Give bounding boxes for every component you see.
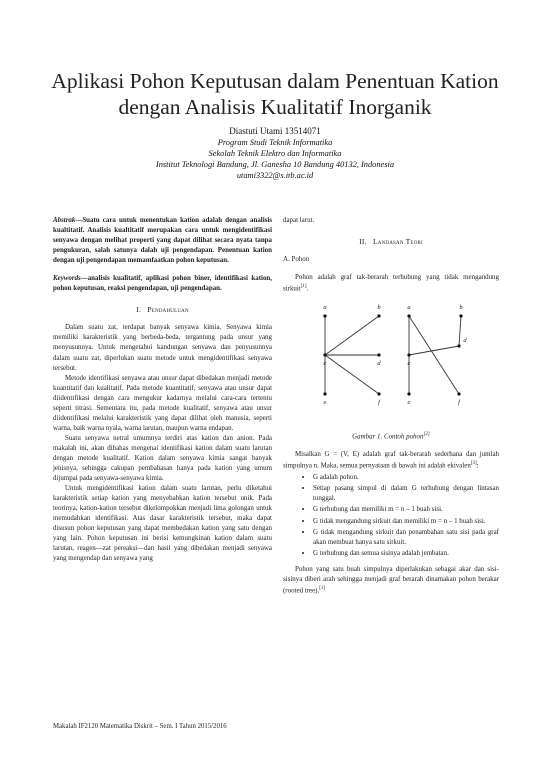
intro-paragraph-1: Dalam suatu zat, terdapat banyak senyawa kimia. Senyawa kimia memiliki karakteristik yang berbeda-beda, tergantung pada unsur yang menyusunnya. Untuk mengetahui kandungan senyawa dan penyusunnya dalam suatu zat, diperlukan suatu metode untuk mengidentifikasi senyawa tersebut. xyxy=(53,323,272,372)
left-column xyxy=(53,215,272,564)
equivalence-text: Misalkan G = (V, E) adalah graf tak-berarah sederhana dan jumlah simpulnya n. Maka, semua pernyataan di bawah ini adalah ekivalen xyxy=(283,449,499,470)
caption-text: Gambar 1. Contoh pohon xyxy=(352,431,424,440)
graph-node xyxy=(323,392,326,395)
node-label: e xyxy=(407,398,411,406)
subsection-heading: A. Pohon xyxy=(283,255,310,264)
author-block xyxy=(40,126,510,181)
list-item: • G tidak mengandung sirkuit dan penambahan satu sisi pada graf akan membuat hanya satu sirkuit. xyxy=(313,527,499,547)
citation: [3] xyxy=(470,460,477,466)
page-footer: Makalah IF2120 Matematika Diskrit – Sem. I Tahun 2015/2016 xyxy=(53,723,227,730)
graph-node xyxy=(407,314,410,317)
section-number: I. xyxy=(136,305,142,315)
title-line-1: Aplikasi Pohon Keputusan dalam Penentuan Kation xyxy=(51,69,499,93)
graph-node xyxy=(459,314,462,317)
citation: [2] xyxy=(423,431,430,437)
graph-node xyxy=(323,314,326,317)
period: . xyxy=(306,284,309,293)
abstract-text: —Suatu cara untuk menentukan kation adalah dengan analisis kualtitatif. Analisis kualtitatif merupakan cara untuk mengidentifikasi senyawa dengan melihat properti yang dapat dilihat secara nyata tanpa pengukuran, salah satunya dalah uji pengendapan. Penentuan kation dengan uji pengendapan memamfaatkan pohon keputusan. xyxy=(53,216,272,265)
node-label: a xyxy=(407,303,411,311)
intro-paragraph-2: Metode identifikasi senyawa atau unsur dapat dibedakan menjadi metode kuantitatif dan kualitatif. Pada metode kuantitatif, senyawa atau unsur dapat diidentifikasi dengan cara mengukur kadarnya melalui cara-cara tertentu seperti titrasi. Sementara itu, pada metode kualitatif, senyawa atau unsur diidentifikasi melalui karakteristik yang dapat dilihat oleh manusia, seperti warna, baik warna nyala, warna larutan, maupun warna endapan. xyxy=(53,373,272,432)
intro-paragraph-3: Suatu senyawa netral umumnya terdiri atas kation dan anion. Pada makalah ini, akan dibahas mengenai identifikasi kation dalam suatu larutan dengan metode kualitatif. Kation dalam senyawa kimia sangat banyak jenisnya, sehingga cakupan pembahasan hanya pada kation yang umum dijumpai pada senyawa-senyawa kimia. xyxy=(53,433,272,483)
keywords xyxy=(53,273,272,293)
affiliation-school: Sekolah Teknik Elektro dan Informatika xyxy=(208,149,342,158)
abstract-label: Abstrak xyxy=(53,216,76,224)
graph-node xyxy=(377,392,380,395)
node-label: d xyxy=(463,336,467,344)
graph-node xyxy=(407,353,410,356)
tree-definition-paragraph xyxy=(283,272,499,293)
title-line-2: dengan Analisis Kualitatif Inorganik xyxy=(118,95,432,119)
graph-edge xyxy=(409,316,459,394)
list-item: • G tidak mengandung sirkuit dan memiliki m = n – 1 buah sisi. xyxy=(313,516,499,526)
node-label: e xyxy=(323,398,327,406)
keywords-label: Keywords xyxy=(53,274,81,283)
graph-edge xyxy=(325,355,379,394)
section-title: Pendahuluan xyxy=(147,305,189,315)
graph-edge xyxy=(325,316,379,355)
section-number: II. xyxy=(359,237,367,247)
graph-node xyxy=(407,392,410,395)
section-heading-theory xyxy=(283,237,499,247)
author-name: Diastuti Utami 13514071 xyxy=(229,126,321,136)
citation: [1] xyxy=(319,585,326,591)
tree-definition-text: Pohon adalah graf tak-berarah terhubung yang tidak mengandung sirkuit xyxy=(283,273,499,293)
list-item: • Setiap pasang simpul di dalam G terhubung dengan lintasan tunggal. xyxy=(313,483,499,503)
graph-node xyxy=(377,314,380,317)
graph-edge xyxy=(459,316,461,346)
graph-edge xyxy=(409,346,459,355)
node-label: b xyxy=(377,303,381,311)
list-item: • G terhubung dan memiliki m = n – 1 buah sisi. xyxy=(313,504,499,514)
affiliation-institute: Institut Teknologi Bandung, Jl. Ganesha 10 Bandung 40132, Indonesia xyxy=(155,160,395,169)
affiliation-program: Program Studi Teknik Informatika xyxy=(217,138,333,147)
node-label: f xyxy=(378,398,380,406)
graph-node xyxy=(457,344,460,347)
list-item: • G terhubung dan semua sisinya adalah jembatan. xyxy=(313,548,499,558)
equivalence-paragraph xyxy=(283,449,499,470)
node-label: f xyxy=(458,398,460,406)
figure-tree-examples xyxy=(283,298,499,428)
tree-graph-figure xyxy=(283,298,499,428)
node-label: a xyxy=(323,303,327,311)
colon: : xyxy=(476,461,479,470)
section-title: Landasan Teori xyxy=(372,237,423,247)
rooted-tree-paragraph xyxy=(283,564,499,595)
abstract xyxy=(53,215,272,265)
list-item: • G adalah pohon. xyxy=(313,472,499,482)
graph-node xyxy=(377,353,380,356)
graph-node xyxy=(323,353,326,356)
citation: [1] xyxy=(300,284,307,290)
equivalence-list xyxy=(283,472,499,557)
node-label: b xyxy=(459,303,463,311)
right-column xyxy=(283,215,499,595)
node-label: d xyxy=(377,359,381,367)
author-email: utami3322@s.itb.ac.id xyxy=(236,171,314,180)
intro-paragraph-4: Untuk mengidentifikasi kation dalam suatu larutan, perlu diketahui karakteristik setiap kation yang menyebabkan kation tersebut unik. Pada teorinya, kation-kation tersebut dikelompokkan menjadi lima golongan untuk memudahkan identifikasi. Atas dasar karakteristik tersebut, maka dapat disusun pohon keputusan yang dapat membedakan kation yang satu dengan yang lain. Pohon keputusan ini berisi kemungkinan kation dalam suatu larutan, reagen—zat pereaksi—dan hasil yang dibedakan menjadi senyawa yang mengendap dan senyawa yang xyxy=(53,484,272,563)
figure-caption xyxy=(283,430,499,441)
section-heading-introduction xyxy=(53,305,272,315)
node-label: c xyxy=(407,359,411,367)
graph-node xyxy=(457,392,460,395)
paper-title xyxy=(30,68,520,120)
rooted-tree-text: Pohon yang satu buah simpulnya diperlakukan sebagai akar dan sisi-sisinya diberi arah sehingga menjadi graf berarah dinamakan pohon berakar (rooted tree). xyxy=(283,564,499,595)
node-label: c xyxy=(323,359,327,367)
keywords-text: —analisis kualitatif, aplikasi pohon biner, identifikasi kation, pohon keputusan, reaksi pengendapan, uji pengendapan. xyxy=(53,274,272,293)
continued-text: dapat larut. xyxy=(283,216,315,224)
